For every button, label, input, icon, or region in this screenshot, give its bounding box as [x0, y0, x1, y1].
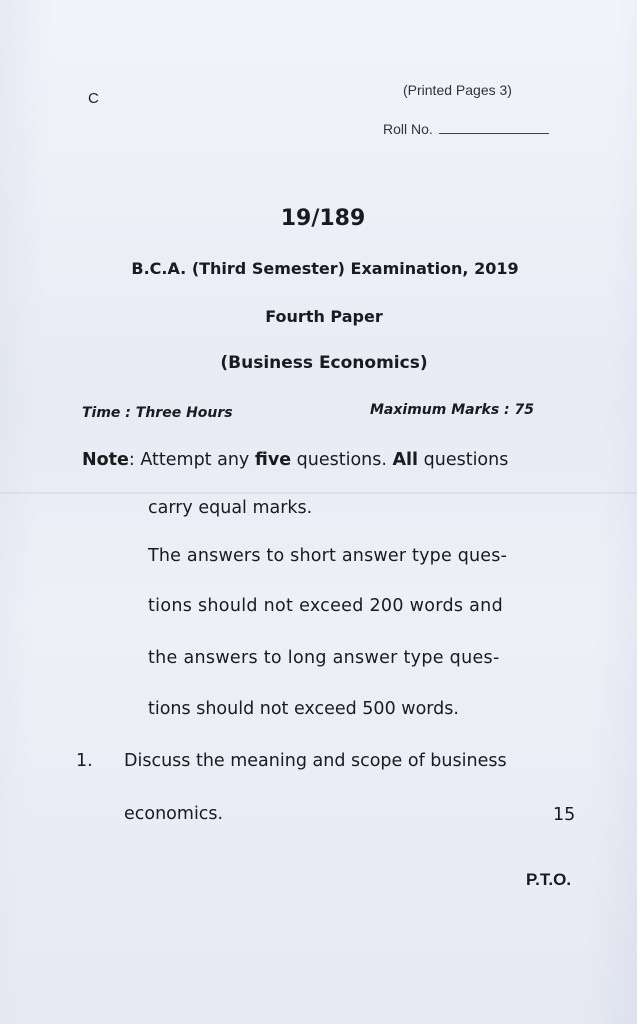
note-emphasis-five: five [254, 450, 292, 470]
printed-pages: (Printed Pages 3) [403, 82, 512, 98]
time-allowed: Time : Three Hours [82, 405, 233, 421]
question-text-line-2: economics. [124, 804, 224, 824]
roll-no [383, 121, 549, 137]
subject-title: (Business Economics) [220, 353, 428, 373]
note-line-6: tions should not exceed 500 words. [148, 699, 459, 719]
question-number: 1. [76, 751, 93, 771]
note-text: questions [418, 450, 509, 470]
roll-no-label: Roll No. [383, 121, 433, 137]
series-code: C [88, 90, 99, 107]
note-line-5: the answers to long answer type ques- [148, 648, 500, 668]
exam-title: B.C.A. (Third Semester) Examination, 2019 [131, 259, 519, 278]
paper-code: 19/189 [280, 206, 366, 231]
paper-number: Fourth Paper [265, 307, 383, 326]
question-marks: 15 [553, 805, 576, 825]
paper-fold [0, 492, 637, 494]
note-line-1 [82, 450, 508, 470]
question-text-line-1: Discuss the meaning and scope of business [124, 751, 507, 771]
note-label: Note [82, 450, 129, 470]
please-turn-over: P.T.O. [526, 870, 572, 889]
note-text: : Attempt any [128, 450, 255, 470]
note-emphasis-all: All [392, 450, 419, 470]
note-text: questions. [291, 450, 393, 470]
roll-no-blank [439, 132, 549, 134]
note-line-4: tions should not exceed 200 words and [148, 596, 503, 616]
maximum-marks: Maximum Marks : 75 [370, 402, 534, 418]
note-line-2: carry equal marks. [148, 498, 313, 518]
note-line-3: The answers to short answer type ques- [148, 546, 508, 566]
